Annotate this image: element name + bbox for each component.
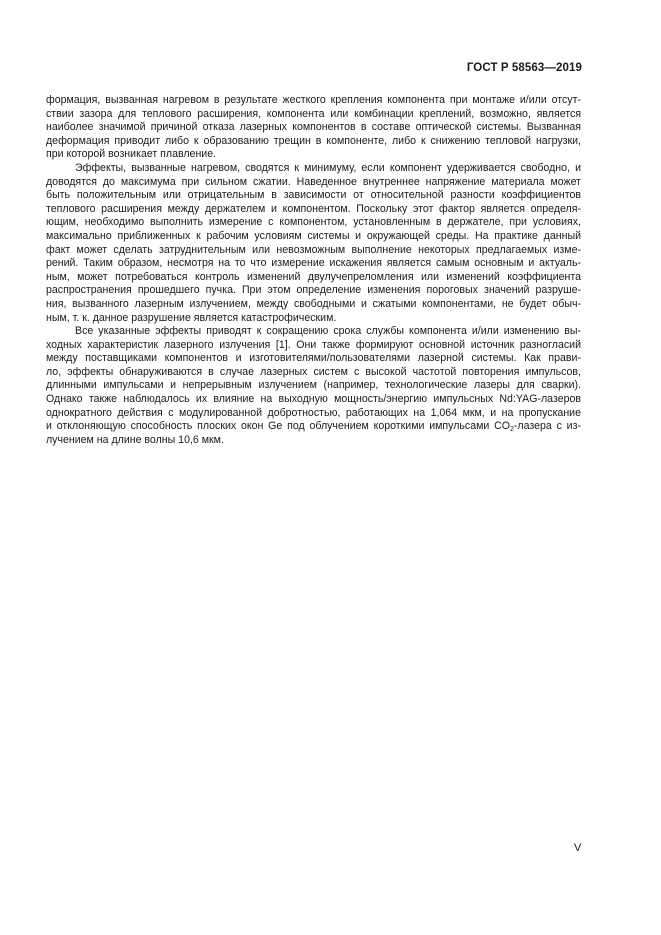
text-line: однократного действия с модулированной добротностью, работающих на 1,064 мкм, и на пропускание xyxy=(46,406,581,419)
text-line: факт может сделать затруднительным или невозможным выполнение некоторых предлагаемых изме- xyxy=(46,243,581,256)
page-header-standard-id: ГОСТ Р 58563—2019 xyxy=(466,62,582,74)
text-line: Все указанные эффекты приводят к сокращению срока службы компонента и/или изменению вы- xyxy=(75,325,581,338)
text-line-co2 xyxy=(46,420,581,434)
text-line: ющим, необходимо выполнить измерение с компонентом, установленным в держателе, при условиях, xyxy=(46,216,581,229)
paragraph-2 xyxy=(46,162,581,325)
text-line: Эффекты, вызванные нагревом, сводятся к минимуму, если компонент удерживается свободно, и xyxy=(75,161,581,174)
text-line: ным, может потребоваться контроль изменений двулучепреломления или изменений коэффициента xyxy=(46,270,581,283)
paragraph-3 xyxy=(46,325,581,447)
co2-subscript: 2 xyxy=(509,426,514,434)
text-line: при которой возникает плавление. xyxy=(46,148,217,161)
text-line: ло, эффекты обнаруживаются в случае лазерных систем с высокой частотой повторения импульсов, xyxy=(46,365,581,378)
co2-line-before: и отклоняющую способность плоских окон Ge под облучением короткими импульсами CO xyxy=(46,420,510,433)
text-line: деформация приводит либо к образованию трещин в компоненте, либо к снижению тепловой нагрузки, xyxy=(46,134,581,147)
text-line: Однако также наблюдалось их влияние на выходную мощность/энергию импульсных Nd:YAG-лазеров xyxy=(46,393,581,406)
text-line: распространения прошедшего пучка. При этом определение изменения пороговых значений разруше- xyxy=(46,284,581,297)
text-line: ходных характеристик лазерного излучения [1]. Они также формируют основной источник разногласий xyxy=(46,338,581,351)
text-line: максимально приближенных к рабочим условиям системы и окружающей среды. На практике данный xyxy=(46,229,581,242)
text-line: лучением на длине волны 10,6 мкм. xyxy=(46,433,224,446)
text-line: между поставщиками компонентов и изготовителями/пользователями лазерной системы. Как прави- xyxy=(46,352,581,365)
text-line: наиболее значимой причиной отказа лазерных компонентов в составе оптической системы. Вызванная xyxy=(46,121,581,134)
text-line: ствии зазора для теплового расширения, компонента или комбинации креплений, возможно, является xyxy=(46,107,581,120)
paragraph-1 xyxy=(46,94,581,162)
text-line: длинными импульсами и непрерывным излучением (например, технологические лазеры для сварки). xyxy=(46,379,581,392)
text-line: ния, вызванного лазерным излучением, между свободными и сжатыми компонентами, не будет обыч- xyxy=(46,297,581,310)
body-text xyxy=(46,94,581,447)
text-line: быть положительным или отрицательным в зависимости от относительной разности коэффициентов xyxy=(46,189,581,202)
text-line: рений. Таким образом, несмотря на то что измерение искажения является самым основным и актуаль- xyxy=(46,257,581,270)
text-line: формация, вызванная нагревом в результате жесткого крепления компонента при монтаже и/или отсут- xyxy=(46,94,581,106)
co2-line-after: -лазера с из- xyxy=(513,420,581,433)
text-line: ным, т. к. данное разрушение является катастрофическим. xyxy=(46,311,337,324)
text-line: теплового расширения между держателем и компонентом. Поскольку этот фактор является определя- xyxy=(46,202,581,215)
text-line: доводятся до максимума при сильном сжатии. Наведенное внутреннее напряжение материала может xyxy=(46,175,581,188)
page-number: V xyxy=(574,842,582,854)
